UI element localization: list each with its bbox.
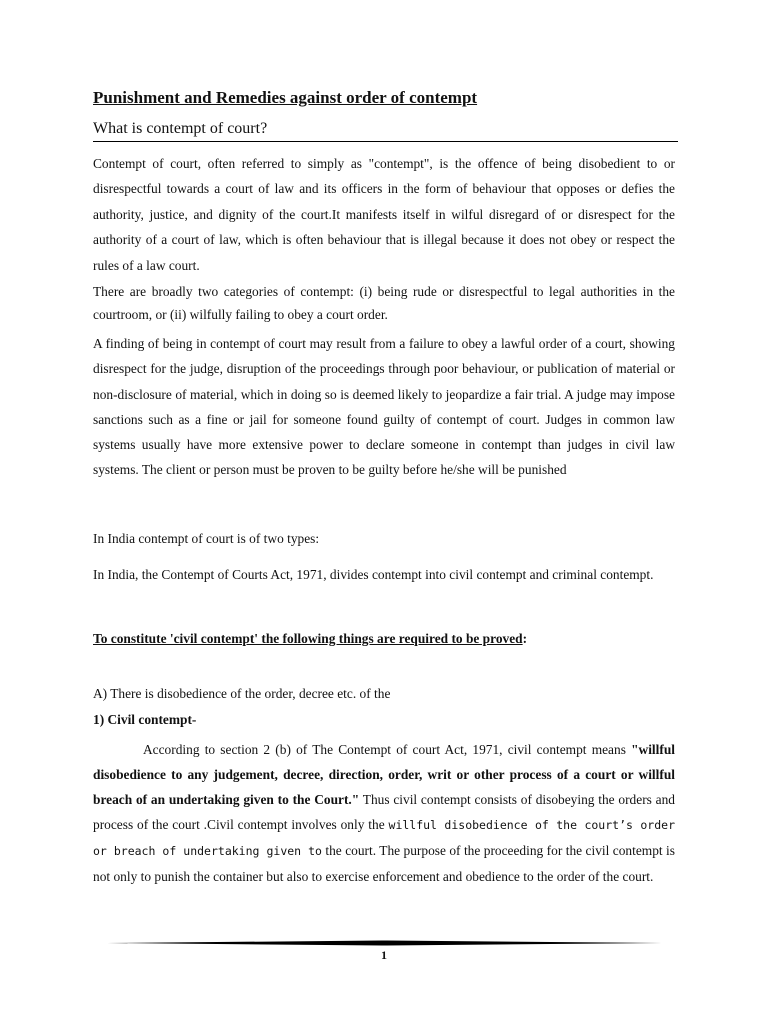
section-mono-text: willful disobedience of the court’s order or breach of undertaking given to <box>93 818 675 858</box>
paragraph-india-act: In India, the Contempt of Courts Act, 1971, divides contempt into civil contempt and criminal contempt. <box>93 567 654 582</box>
page-number: 1 <box>381 948 387 962</box>
subtitle-rule <box>93 120 678 142</box>
paragraph-india-types: In India contempt of court is of two types: <box>93 531 320 546</box>
paragraph-definition: Contempt of court, often referred to simply as "contempt", is the offence of being disobedient to or disrespectful towards a court of law and its officers in the form of behaviour that opposes or defies the authority, justice, and dignity of the court.It manifests itself in wilful disregard of or disrespect for the authority of a court of law, which is often behaviour that is illegal because it does not obey or respect the rules of a law court. <box>93 156 675 273</box>
definition-quote: "willful disobedience to any judgement, decree, direction, order, writ or other process of a court or willful breach of an undertaking given to the Court." <box>93 742 675 807</box>
civil-contempt-heading: 1) Civil contempt- <box>93 712 197 727</box>
paragraph-disobedience: A) There is disobedience of the order, decree etc. of the <box>93 686 391 701</box>
requirements-heading-colon: : <box>522 631 528 646</box>
section-intro: According to section 2 (b) of The Contempt of court Act, 1971, civil contempt means <box>143 742 632 757</box>
paragraph-finding: A finding of being in contempt of court may result from a failure to obey a lawful order of a court, showing disrespect for the judge, disruption of the proceedings through poor behaviour, or publication of material or non-disclosure of material, which in doing so is deemed likely to jeopardize a fair trial. A judge may impose sanctions such as a fine or jail for someone found guilty of contempt of court. Judges in common law systems usually have more extensive power to declare someone in contempt than judges in civil law systems. The client or person must be proven to be guilty before he/she will be punished <box>93 336 675 478</box>
document-title: Punishment and Remedies against order of contempt <box>93 88 478 107</box>
footer-divider <box>107 940 662 946</box>
requirements-heading-text: To constitute 'civil contempt' the following things are required to be proved <box>93 631 523 646</box>
section-end: the court. The purpose of the proceeding for the civil contempt is not only to punish the container but also to exercise enforcement and obedience to the order of the court. <box>93 843 675 884</box>
civil-contempt-requirements-heading <box>93 629 675 649</box>
section-heading: What is contempt of court? <box>93 120 268 137</box>
paragraph-categories: There are broadly two categories of contempt: (i) being rude or disrespectful to legal authorities in the courtroom, or (ii) wilfully failing to obey a court order. <box>93 284 675 322</box>
section-middle: Thus civil contempt consists of disobeying the orders and process of the court .Civil contempt involves only the <box>93 792 675 832</box>
paragraph-section-2b <box>93 737 675 889</box>
